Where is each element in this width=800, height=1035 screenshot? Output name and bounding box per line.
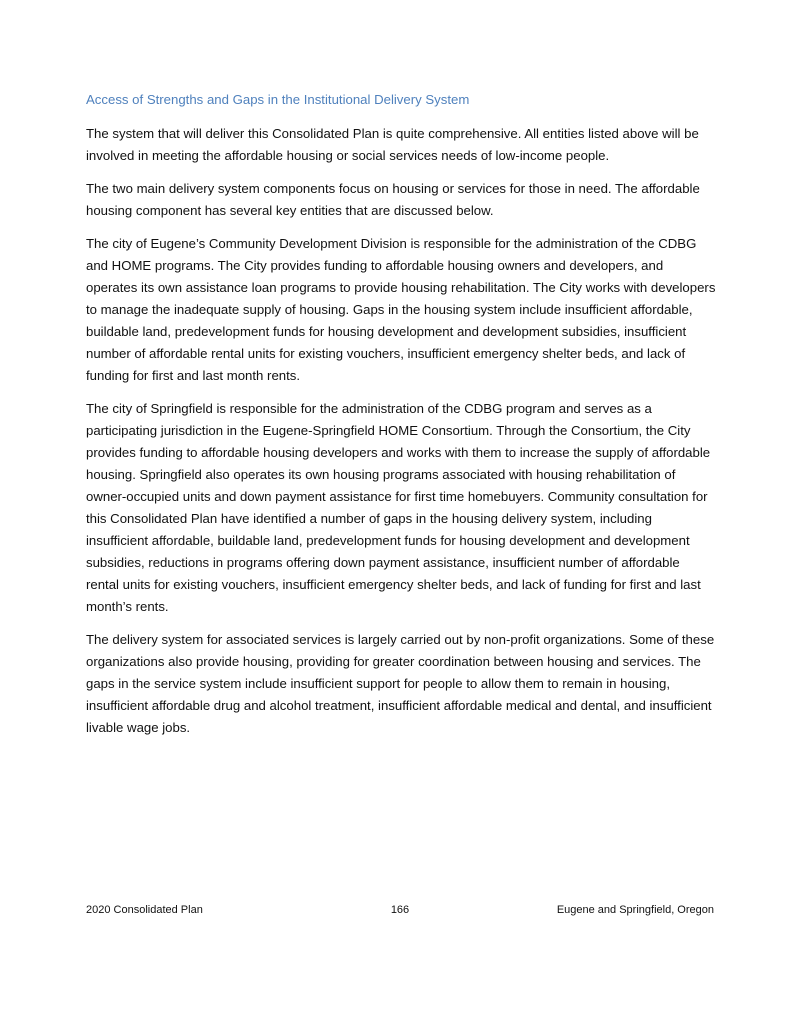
section-heading: Access of Strengths and Gaps in the Institutional Delivery System [86,92,470,107]
paragraph-services: The delivery system for associated services is largely carried out by non-profit organizations. Some of these organizations also provide housing, providing for greater coordination between housing and services. The gaps in the service system include insufficient support for people to allow them to remain in housing, insufficient affordable drug and alcohol treatment, insufficient affordable medical and dental, and insufficient livable wage jobs. [86,632,715,735]
paragraph-system-overview: The system that will deliver this Consolidated Plan is quite comprehensive. All entities listed above will be involved in meeting the affordable housing or social services needs of low-income people. [86,126,699,163]
page-content [86,90,716,750]
paragraph-springfield: The city of Springfield is responsible for the administration of the CDBG program and serves as a participating jurisdiction in the Eugene-Springfield HOME Consortium. Through the Consortium, the City provides funding to affordable housing developers and works with them to increase the supply of affordable housing. Springfield also operates its own housing programs associated with housing rehabilitation of owner-occupied units and down payment assistance for first time homebuyers. Community consultation for this Consolidated Plan have identified a number of gaps in the housing delivery system, including insufficient affordable, buildable land, predevelopment funds for housing development and development subsidies, reductions in programs offering down payment assistance, insufficient number of affordable rental units for existing vouchers, insufficient emergency shelter beds, and lack of funding for first and last month’s rents. [86,401,711,614]
page-footer [86,902,714,920]
footer-location: Eugene and Springfield, Oregon [556,904,714,916]
footer-page-number: 166 [390,904,410,916]
paragraph-eugene: The city of Eugene’s Community Development Division is responsible for the administration of the CDBG and HOME programs. The City provides funding to affordable housing owners and developers, and operates its own assistance loan programs to provide housing rehabilitation. The City works with developers to manage the inadequate supply of housing. Gaps in the housing system include insufficient affordable, buildable land, predevelopment funds for housing development and development subsidies, insufficient number of affordable rental units for existing vouchers, insufficient emergency shelter beds, and lack of funding for first and last month rents. [86,236,716,383]
footer-plan-title: 2020 Consolidated Plan [86,904,203,916]
paragraph-delivery-components: The two main delivery system components focus on housing or services for those in need. The affordable housing component has several key entities that are discussed below. [86,181,700,218]
